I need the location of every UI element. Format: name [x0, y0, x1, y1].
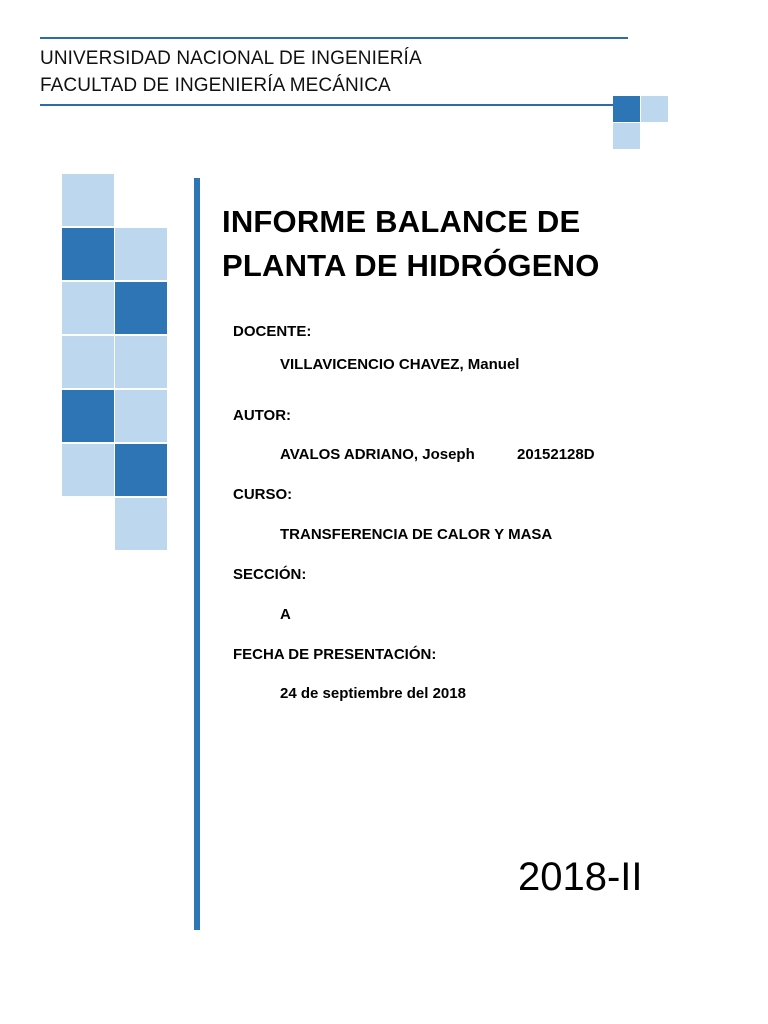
fecha-label: FECHA DE PRESENTACIÓN: — [233, 646, 437, 663]
header-bottom-rule — [40, 104, 614, 106]
academic-period: 2018-II — [518, 855, 643, 899]
decor-square — [613, 96, 640, 122]
autor-label: AUTOR: — [233, 407, 292, 424]
mosaic-cell — [62, 390, 114, 442]
title-line-2: PLANTA DE HIDRÓGENO — [222, 248, 600, 283]
mosaic-cell — [115, 390, 167, 442]
decor-square — [641, 96, 668, 122]
mosaic-cell — [62, 174, 114, 226]
seccion-label: SECCIÓN: — [233, 566, 307, 583]
autor-value: AVALOS ADRIANO, Joseph — [280, 446, 475, 463]
curso-label: CURSO: — [233, 486, 293, 503]
fecha-value: 24 de septiembre del 2018 — [280, 685, 466, 702]
report-title — [222, 200, 600, 288]
mosaic-cell — [115, 498, 167, 550]
mosaic-cell — [115, 444, 167, 496]
mosaic-cell — [62, 336, 114, 388]
docente-value: VILLAVICENCIO CHAVEZ, Manuel — [280, 356, 520, 373]
header — [40, 45, 422, 99]
docente-label: DOCENTE: — [233, 323, 312, 340]
header-top-rule — [40, 37, 628, 39]
mosaic-cell — [115, 228, 167, 280]
vertical-accent-bar — [194, 178, 200, 930]
decor-square — [613, 123, 640, 149]
title-line-1: INFORME BALANCE DE — [222, 204, 581, 239]
mosaic-cell — [62, 282, 114, 334]
mosaic-cell — [62, 444, 114, 496]
curso-value: TRANSFERENCIA DE CALOR Y MASA — [280, 526, 553, 543]
faculty-name: FACULTAD DE INGENIERÍA MECÁNICA — [40, 75, 391, 96]
university-name: UNIVERSIDAD NACIONAL DE INGENIERÍA — [40, 48, 422, 69]
autor-code: 20152128D — [517, 446, 595, 463]
mosaic-cell — [115, 336, 167, 388]
mosaic-cell — [115, 282, 167, 334]
seccion-value: A — [280, 606, 291, 623]
mosaic-cell — [62, 228, 114, 280]
